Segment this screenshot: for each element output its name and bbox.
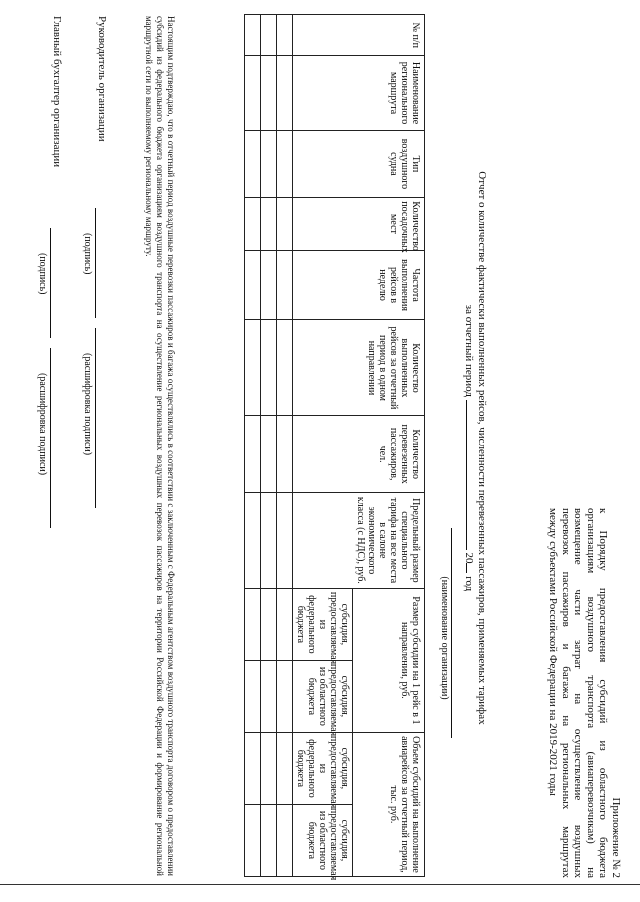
- appendix-title: Приложение № 2: [610, 797, 622, 878]
- page-bottom-rule: [0, 884, 640, 885]
- table-body: [245, 15, 293, 877]
- table-cell: [277, 588, 293, 660]
- period-year-prefix: 20: [463, 552, 475, 564]
- table-cell: [277, 56, 293, 130]
- report-period: [462, 8, 477, 888]
- table-row: [277, 15, 293, 877]
- table-cell: [277, 250, 293, 320]
- accountant-decode-line: [50, 348, 51, 528]
- period-blank: [466, 400, 477, 550]
- table-cell: [261, 588, 277, 660]
- rotated-landscape-content: [8, 8, 628, 888]
- table-cell: [245, 588, 261, 660]
- header-aircraft: Тип воздушного судна: [293, 130, 425, 198]
- appendix-header: [547, 508, 622, 878]
- header-seats: Количество посадочных мест: [293, 198, 425, 250]
- head-decode-caption: (расшифровка подписи): [82, 353, 93, 456]
- header-regional: субсидия, предоставляемая из областного бюджета: [293, 804, 353, 876]
- table-cell: [277, 130, 293, 198]
- report-table: [244, 14, 425, 881]
- table-cell: [245, 15, 261, 56]
- table-cell: [245, 56, 261, 130]
- header-flights: Количество выполненных рейсов за отчетный период в одном направлении: [293, 320, 425, 416]
- table-cell: [277, 492, 293, 588]
- table-cell: [277, 15, 293, 56]
- table-cell: [245, 130, 261, 198]
- table-row: [261, 15, 277, 877]
- table-cell: [261, 56, 277, 130]
- header-num: № п/п: [293, 15, 425, 56]
- table-cell: [261, 660, 277, 732]
- header-regional: субсидия, предоставляемая из областного бюджета: [293, 660, 353, 732]
- header-subsidy-size: Размер субсидии на 1 рейс в 1 направлении, руб.: [353, 588, 425, 732]
- appendix-line: возмещение части затрат на осуществление воздушных: [572, 508, 585, 878]
- header-federal: субсидия, предоставляемая из федерального бюджета: [293, 588, 353, 660]
- period-prefix: за отчетный период: [463, 304, 475, 397]
- confirmation-footnote: Настоящим подтверждаю, что в отчетный период воздушные перевозки пассажиров и багажа осуществлялись в соответствии с заключенным с Федеральным агентством воздушного транспорта договором о предоставлении субсидий из федерального бюджета организациям воздушного транспорта на осуществление региональных воздушных перевозок пассажиров на территории Российской Федерации и формирование региональной маршрутной сети по выполняемому региональному маршруту.: [144, 16, 176, 876]
- table-cell: [277, 804, 293, 876]
- table-cell: [277, 732, 293, 804]
- table-cell: [277, 416, 293, 492]
- table-cell: [261, 198, 277, 250]
- table-cell: [245, 732, 261, 804]
- organization-caption: (наименование организации): [439, 576, 450, 700]
- table-row: [245, 15, 261, 877]
- accountant-signature-caption: (подпись): [37, 253, 48, 295]
- table-cell: [261, 130, 277, 198]
- appendix-line: перевозок пассажиров и багажа на региональных маршрутах: [560, 508, 572, 878]
- period-year-suffix: год: [463, 576, 475, 592]
- table-cell: [245, 492, 261, 588]
- header-federal: субсидия, предоставляемая из федерального бюджета: [293, 732, 353, 804]
- table-cell: [245, 198, 261, 250]
- table-cell: [261, 804, 277, 876]
- appendix-line: между субъектами Российской Федерации на 2019-2021 годы: [547, 508, 560, 796]
- table-cell: [261, 250, 277, 320]
- accountant-decode-caption: (расшифровка подписи): [37, 373, 48, 476]
- header-passengers: Количество перевезенных пассажиров, чел.: [293, 416, 425, 492]
- header-frequency: Частота выполнения рейсов в неделю: [293, 250, 425, 320]
- header-subsidy-volume: Объем субсидий на выполнение авиарейсов за отчетный период, тыс. руб.: [353, 732, 425, 876]
- table-cell: [261, 492, 277, 588]
- head-signature-line: [95, 208, 96, 318]
- accountant-signature-label: Главный бухгалтер организации: [51, 16, 63, 168]
- table-cell: [261, 416, 277, 492]
- head-decode-line: [95, 328, 96, 508]
- appendix-line: организациям воздушного транспорта (авиаперевозчикам) на: [585, 508, 597, 878]
- table-cell: [245, 804, 261, 876]
- table-cell: [261, 15, 277, 56]
- head-signature-label: Руководитель организации: [96, 16, 108, 142]
- report-title: Отчет о количестве фактически выполненных рейсов, численности перевезенных пассажиров, применяемых тарифах: [476, 171, 488, 725]
- head-signature-caption: (подпись): [82, 233, 93, 275]
- table-cell: [261, 320, 277, 416]
- table-cell: [245, 250, 261, 320]
- organization-name-line: [451, 528, 452, 738]
- table-cell: [277, 660, 293, 732]
- table-header-row: [353, 15, 425, 877]
- accountant-signature-line: [50, 228, 51, 338]
- header-route: Наименование регионального маршрута: [293, 56, 425, 130]
- table-cell: [245, 320, 261, 416]
- table-cell: [261, 732, 277, 804]
- table-cell: [245, 416, 261, 492]
- table-cell: [245, 660, 261, 732]
- year-blank: [466, 563, 477, 573]
- header-tariff: Предельный размер специального тарифа на все места в салоне экономического класса (с НДС), руб.: [293, 492, 425, 588]
- table-cell: [277, 320, 293, 416]
- table-cell: [277, 198, 293, 250]
- appendix-line: к Порядку предоставления субсидий из областного бюджета: [597, 508, 610, 878]
